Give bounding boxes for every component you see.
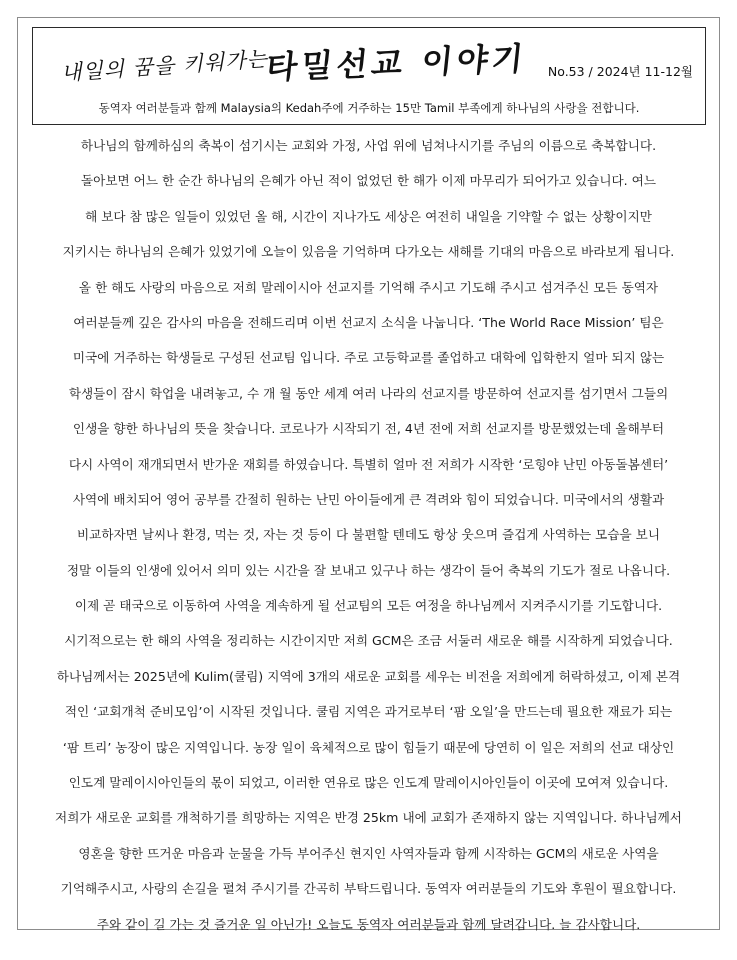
body-line: 인도계 말레이시아인들의 몫이 되었고, 이러한 연유로 많은 인도계 말레이시아인들이 이곳에 모여져 있습니다. bbox=[68, 775, 669, 791]
body-line: 학생들이 잠시 학업을 내려놓고, 수 개 월 동안 세계 여러 나라의 선교지를 방문하여 선교지를 섬기면서 그들의 bbox=[68, 385, 669, 401]
body-line: 하나님께서는 2025년에 Kulim(쿨림) 지역에 3개의 새로운 교회를 세우는 비전을 저희에게 허락하셨고, 이제 본격 bbox=[56, 668, 681, 684]
body-line: 하나님의 함께하심의 축복이 섬기시는 교회와 가정, 사업 위에 넘쳐나시기를 주님의 이름으로 축복합니다. bbox=[80, 138, 657, 153]
body-line: 이제 곧 태국으로 이동하여 사역을 계속하게 될 선교팀의 모든 여정을 하나님께서 지켜주시기를 기도합니다. bbox=[74, 598, 663, 614]
body-line: 미국에 거주하는 학생들로 구성된 선교팀 입니다. 주로 고등학교를 졸업하고 대학에 입학한지 얼마 되지 않는 bbox=[72, 350, 665, 366]
body-line: 적인 ‘교회개척 준비모임’이 시작된 것입니다. 쿨림 지역은 과거로부터 ‘팜 오일’을 만드는데 필요한 재료가 되는 bbox=[64, 704, 673, 720]
body-line: 지키시는 하나님의 은혜가 있었기에 오늘이 있음을 기억하며 다가오는 새해를 기대의 마음으로 바라보게 됩니다. bbox=[62, 244, 675, 260]
body-line: 영혼을 향한 뜨거운 마음과 눈물을 가득 부어주신 현지인 사역자들과 함께 시작하는 GCM의 새로운 사역을 bbox=[78, 845, 659, 861]
issue-number: No.53 / 2024년 11-12월 bbox=[547, 64, 693, 79]
body-line: 여러분들께 깊은 감사의 마음을 전해드리며 이번 선교지 소식을 나눕니다. ‘The World Race Mission’ 팀은 bbox=[73, 314, 664, 330]
newsletter-header bbox=[32, 27, 706, 125]
body-line: 정말 이들의 인생에 있어서 의미 있는 시간을 잘 보내고 있구나 하는 생각이 들어 축복의 기도가 절로 나옵니다. bbox=[66, 562, 671, 578]
body-line: 비교하자면 날씨나 환경, 먹는 것, 자는 것 등이 다 불편할 텐데도 항상 웃으며 즐겁게 사역하는 모습을 보니 bbox=[76, 527, 660, 543]
header-tagline: 내일의 꿈을 키워가는 bbox=[60, 46, 269, 86]
body-line: 올 한 해도 사랑의 마음으로 저희 말레이시아 선교지를 기억해 주시고 기도해 주시고 섬겨주신 모든 동역자 bbox=[78, 279, 659, 295]
body-line: 인생을 향한 하나님의 뜻을 찾습니다. 코로나가 시작되기 전, 4년 전에 저희 선교지를 방문했었는데 올해부터 bbox=[72, 421, 665, 437]
body-line: 다시 사역이 재개되면서 반가운 재회를 하였습니다. 특별히 얼마 전 저희가 시작한 ‘로힝야 난민 아동돌봄센터’ bbox=[68, 456, 669, 472]
body-line: 해 보다 참 많은 일들이 있었던 올 해, 시간이 지나가도 세상은 여전히 내일을 기약할 수 없는 상황이지만 bbox=[85, 208, 652, 224]
body-line: 주와 같이 길 가는 것 즐거운 일 아닌가! 오늘도 동역자 여러분들과 함께 달려갑니다. 늘 감사합니다. bbox=[96, 916, 641, 932]
body-line: 돌아보면 어느 한 순간 하나님의 은혜가 아닌 적이 없었던 한 해가 이제 마무리가 되어가고 있습니다. 여느 bbox=[80, 173, 656, 189]
body-line: 사역에 배치되어 영어 공부를 간절히 원하는 난민 아이들에게 큰 격려와 힘이 되었습니다. 미국에서의 생활과 bbox=[72, 491, 665, 507]
body-line: 시기적으로는 한 해의 사역을 정리하는 시간이지만 저희 GCM은 조금 서둘러 새로운 해를 시작하게 되었습니다. bbox=[64, 633, 673, 649]
header-subtitle: 동역자 여러분들과 함께 Malaysia의 Kedah주에 거주하는 15만 Tamil 부족에게 하나님의 사랑을 전합니다. bbox=[98, 101, 640, 115]
body-line: 저희가 새로운 교회를 개척하기를 희망하는 지역은 반경 25km 내에 교회가 존재하지 않는 지역입니다. 하나님께서 bbox=[55, 810, 682, 826]
newsletter-title: 타밀선교 이야기 bbox=[264, 39, 529, 87]
body-line: ‘팜 트리’ 농장이 많은 지역입니다. 농장 일이 육체적으로 많이 힘들기 때문에 당연히 이 일은 저희의 선교 대상인 bbox=[62, 739, 675, 755]
letter-body bbox=[20, 134, 717, 948]
body-line: 기억해주시고, 사랑의 손길을 펼쳐 주시기를 간곡히 부탁드립니다. 동역자 여러분들의 기도와 후원이 필요합니다. bbox=[60, 881, 677, 897]
